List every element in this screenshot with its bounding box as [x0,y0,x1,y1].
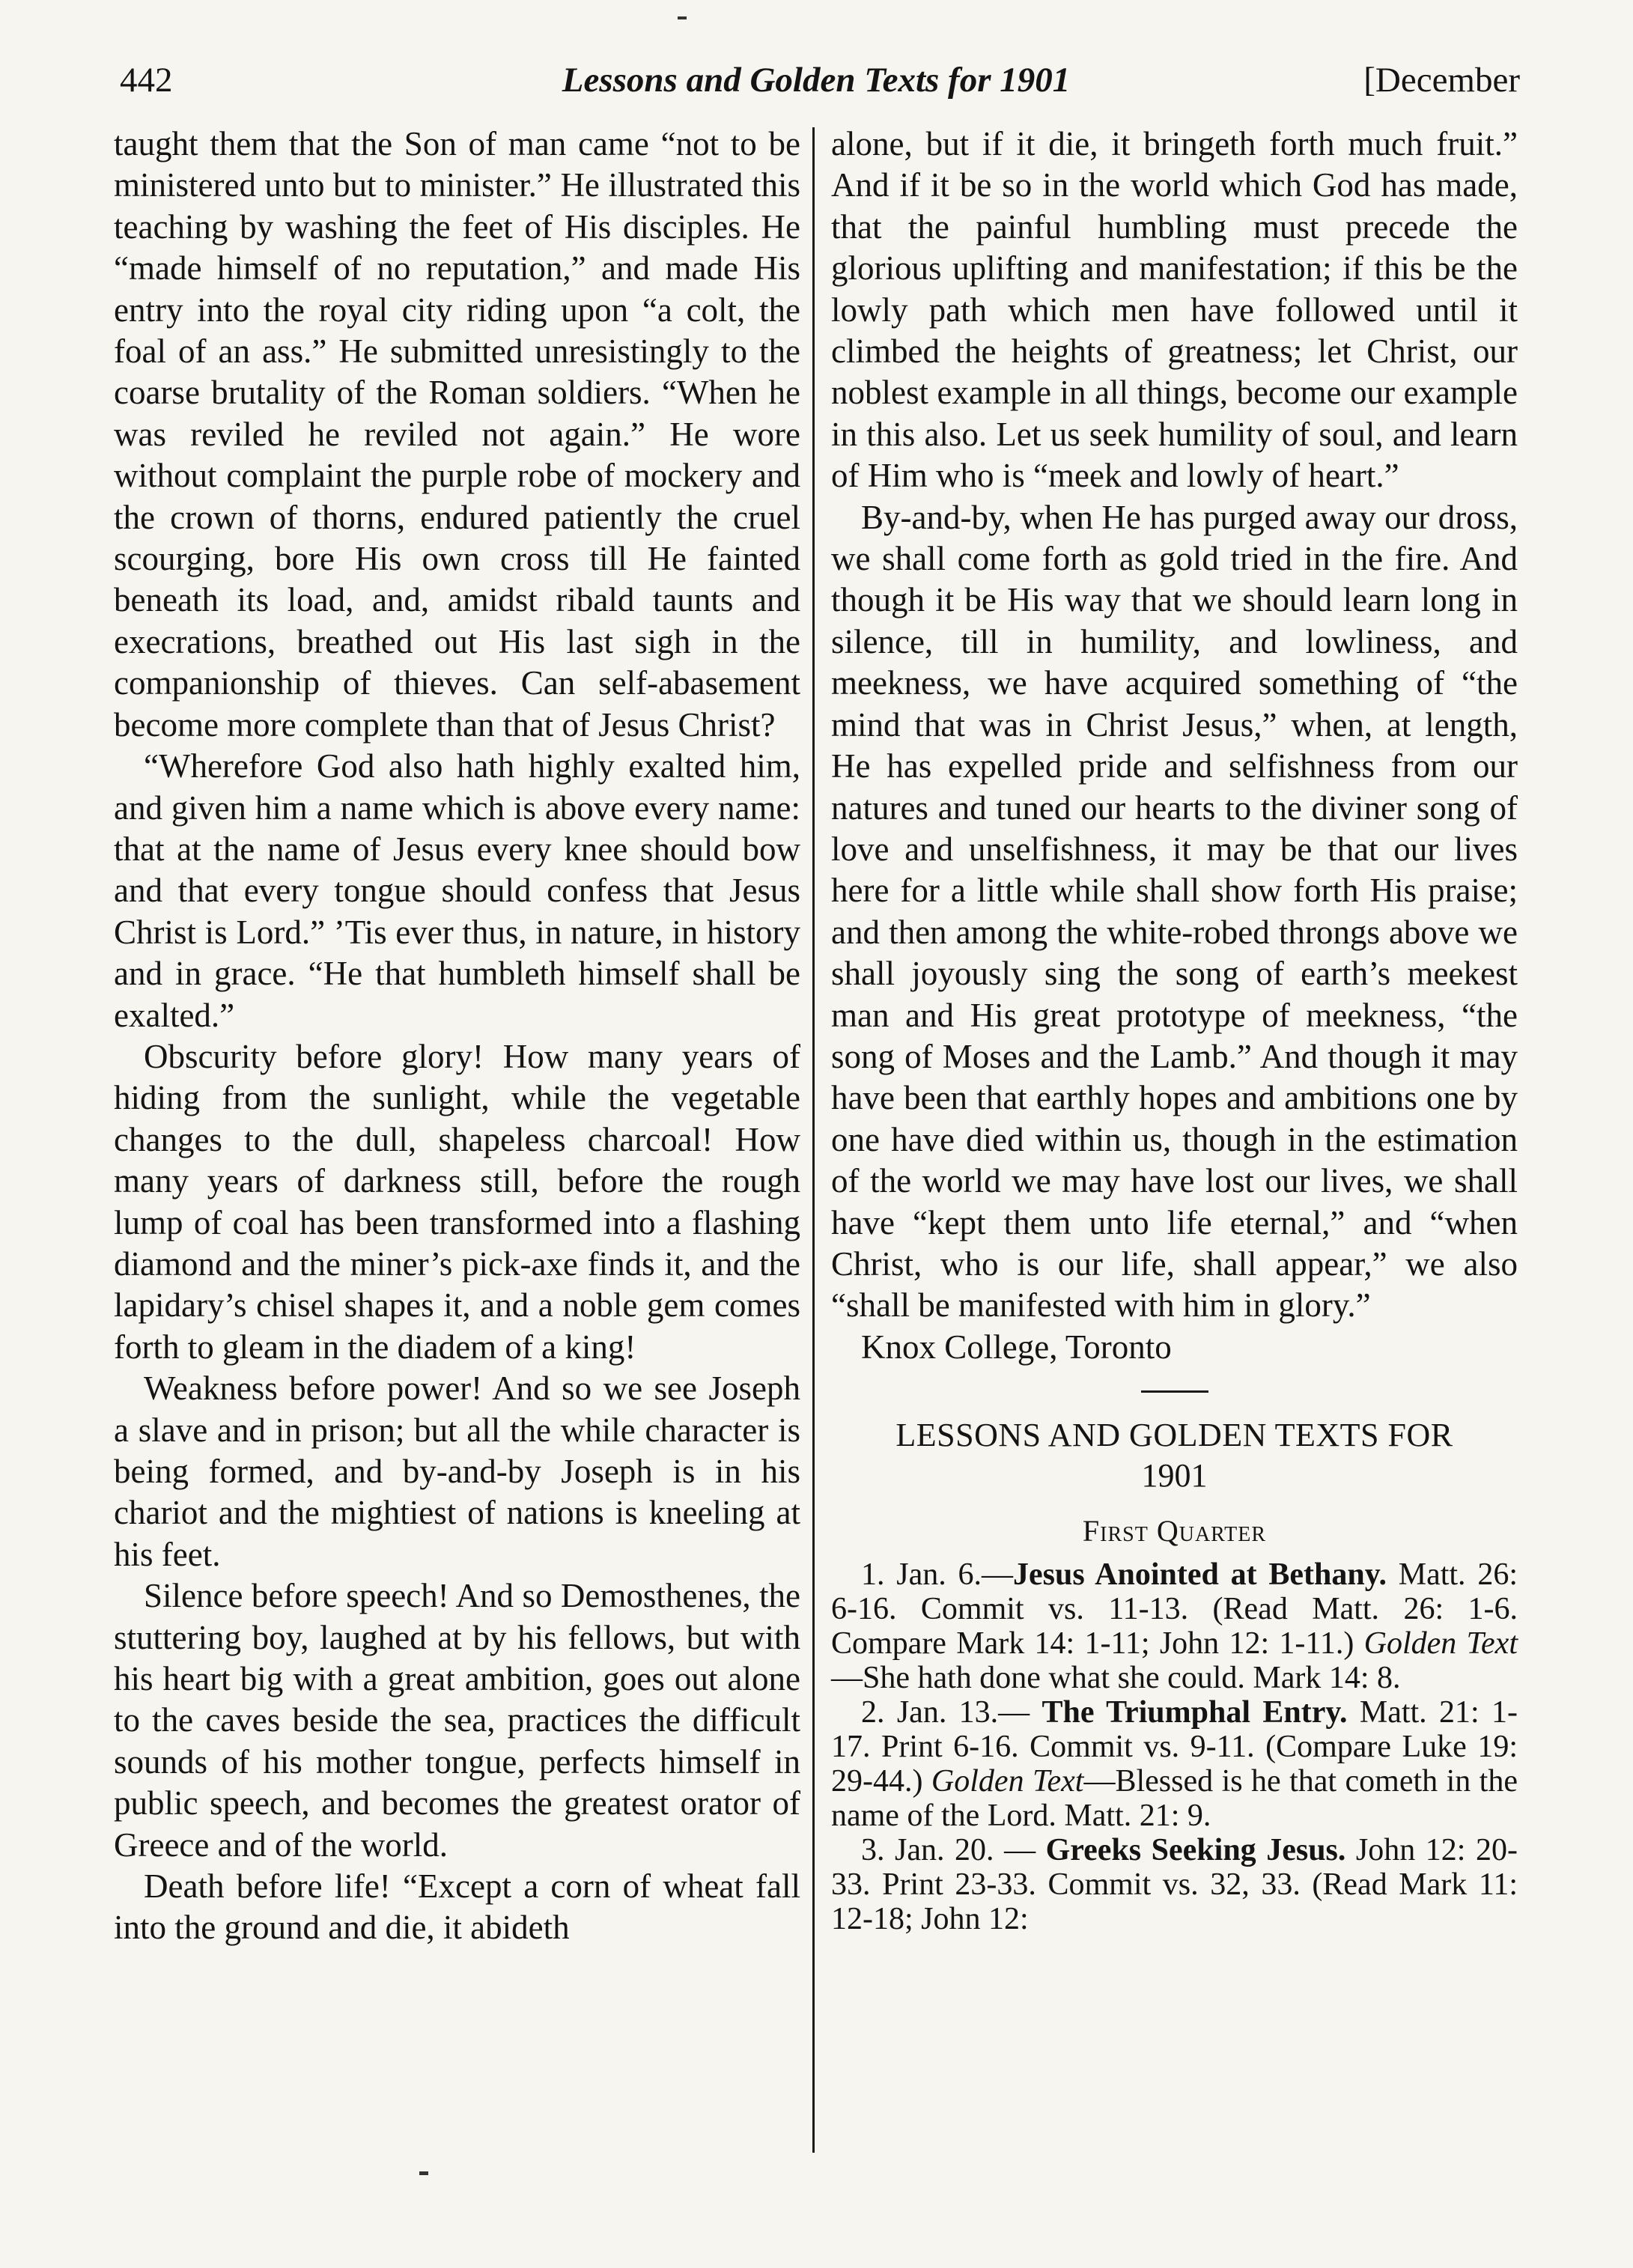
quarter-heading: First Quarter [1082,1514,1267,1548]
golden-text: —She hath done what she could. Mark 14: 8. [831,1661,1401,1696]
left-column [114,124,800,1949]
paragraph: Obscurity before glory! How many years of hiding from the sunlight, while the vegetable changes to the dull, shapeless charcoal! How many years of darkness still, before the rough lump of coal has been transformed into a flashing diamond and the miner’s pick-axe finds it, and the lapidary’s chisel shapes it, and a noble gem comes forth to gleam in the diadem of a king! [114,1037,800,1366]
paragraph: Death before life! “Except a corn of wheat fall into the ground and die, it abideth [114,1867,800,1947]
lesson-lead: 3. Jan. 20. — [861,1833,1046,1868]
running-month: [December [1363,61,1520,100]
lessons-year: 1901 [1141,1457,1208,1495]
author-affiliation: Knox College, Toronto [861,1328,1172,1366]
paragraph: Weakness before power! And so we see Joseph a slave and in prison; but all the while character is being formed, and by-and-by Joseph is in his chariot and the mightiest of nations is kneeling at his feet. [114,1369,800,1573]
lesson-entry [831,1557,1518,1695]
right-column [831,124,1518,1936]
paragraph: alone, but if it die, it bringeth forth much fruit.” And if it be so in the world which God has made, that the painful humbling must precede the glorious uplifting and manifestation; if this be the lowly path which men have followed until it climbed the heights of greatness; let Christ, our noblest example in all things, become our example in this also. Let us seek humility of soul, and learn of Him who is “meek and lowly of heart.” [831,125,1518,495]
lesson-entry [831,1833,1518,1936]
lessons-heading: LESSONS AND GOLDEN TEXTS FOR [895,1417,1453,1454]
golden-text-label: Golden Text [1363,1626,1518,1662]
lesson-details: Matt. 21: 1-17. Print 6-16. Commit vs. 9-11. (Compare Luke 19: 29-44.) [831,1695,1518,1799]
lesson-entry [831,1695,1518,1833]
section-divider [1141,1390,1208,1393]
paragraph: “Wherefore God also hath highly exalted him, and given him a name which is above every name: that at the name of Jesus every knee should bow and that every tongue should confess that Jesus Christ is Lord.” ’Tis ever thus, in nature, in history and in grace. “He that humbleth himself shall be exalted.” [114,747,800,1034]
running-title: Lessons and Golden Texts for 1901 [562,61,1071,100]
paragraph: Silence before speech! And so Demosthenes, the stuttering boy, laughed at by his fellows, but with his heart big with a great ambition, goes out alone to the caves beside the sea, practices the difficult sounds of his mother tongue, perfects himself in public speech, and becomes the greatest orator of Greece and of the world. [114,1577,800,1864]
lesson-details: Matt. 26: 6-16. Commit vs. 11-13. (Read Matt. 26: 1-6. Compare Mark 14: 1-11; John 12: 1-11.) [831,1557,1518,1662]
paragraph: By-and-by, when He has purged away our dross, we shall come forth as gold tried in the fire. And though it be His way that we should learn long in silence, till in humility, and lowliness, and meekness, we have acquired something of “the mind that was in Christ Jesus,” when, at length, He has expelled pride and selfishness from our natures and tuned our hearts to the diviner song of love and unselfishness, it may be that our lives here for a little while shall show forth His praise; and then among the white-robed throngs above we shall joyously sing the song of earth’s meekest man and His great prototype of meekness, “the song of Moses and the Lamb.” And though it may have been that earthly hopes and ambitions one by one have died within us, though in the estimation of the world we may have lost our lives, we shall have “kept them unto life eternal,” and “when Christ, who is our life, shall appear,” we also “shall be manifested with him in glory.” [831,498,1518,1325]
paragraph: taught them that the Son of man came “not to be ministered unto but to minister.” He illustrated this teaching by washing the feet of His disciples. He “made himself of no reputation,” and made His entry into the royal city riding upon “a colt, the foal of an ass.” He submitted unresistingly to the coarse brutality of the Roman soldiers. “When he was reviled he reviled not again.” He wore without complaint the purple robe of mockery and the crown of thorns, endured patiently the cruel scourging, bore His own cross till He fainted beneath its load, and, amidst ribald taunts and execrations, breathed out His last sigh in the companionship of thieves. Can self-abasement become more complete than that of Jesus Christ? [114,125,800,744]
golden-text-label: Golden Text [931,1764,1084,1799]
lesson-lead: 2. Jan. 13.— [861,1695,1042,1730]
print-speck [419,2171,428,2175]
lesson-title: Jesus Anointed at Bethany. [1013,1557,1387,1593]
lesson-title: Greeks Seeking Jesus. [1045,1833,1346,1868]
lesson-lead: 1. Jan. 6.— [861,1557,1014,1593]
page-number: 442 [120,61,173,100]
lesson-details: John 12: 20-33. Print 23-33. Commit vs. 32, 33. (Read Mark 11: 12-18; John 12: [831,1833,1518,1937]
golden-text: —Blessed is he that cometh in the name of the Lord. Matt. 21: 9. [831,1764,1518,1834]
lesson-title: The Triumphal Entry. [1041,1695,1348,1730]
print-speck [678,16,687,19]
running-header [112,54,1520,106]
column-divider [812,127,815,2153]
